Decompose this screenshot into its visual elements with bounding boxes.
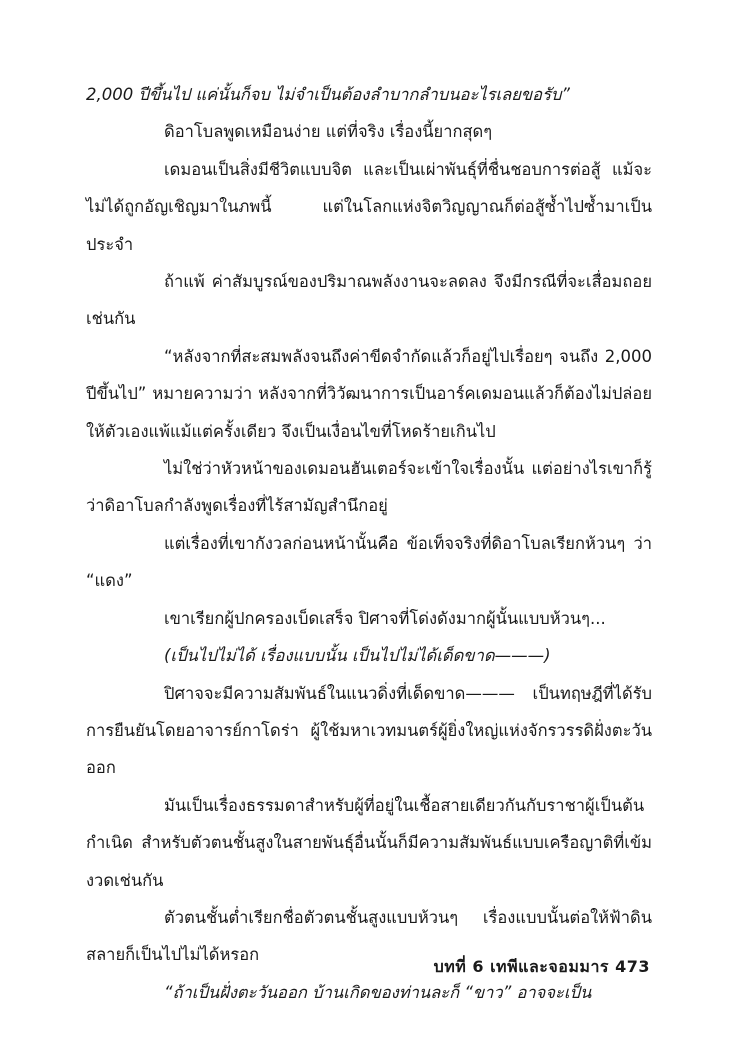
paragraph-dialogue: “ถ้าเป็นฝั่งตะวันออก บ้านเกิดของท่านละก็ “ขาว” อาจจะเป็น [164,982,592,1002]
page-number: 473 [615,957,650,976]
paragraph: ดิอาโบลพูดเหมือนง่าย แต่ที่จริง เรื่องนี้ยากสุดๆ [164,122,493,142]
paragraph: ถ้าแพ้ ค่าสัมบูรณ์ของปริมาณพลังงานจะลดลง จึงมีกรณีที่จะเสื่อมถอยเช่นกัน [86,272,652,329]
paragraph: 2,000 ปีขึ้นไป แค่นั้นก็จบ ไม่จำเป็นต้องลำบากลำบนอะไรเลยขอรับ” [86,85,570,104]
paragraph-thought: (เป็นไปไม่ได้ เรื่องแบบนั้น เป็นไปไม่ได้เด็ดขาด———) [164,646,551,666]
body-text [86,76,652,1011]
chapter-title: บทที่ 6 เทพีและจอมมาร [433,957,610,976]
paragraph: แต่เรื่องที่เขากังวลก่อนหน้านั้นคือ ข้อเท็จจริงที่ดิอาโบลเรียกห้วนๆ ว่า “แดง” [86,533,652,591]
paragraph: ตัวตนชั้นต่ำเรียกชื่อตัวตนชั้นสูงแบบห้วนๆ เรื่องแบบนั้นต่อให้ฟ้าดินสลายก็เป็นไปไม่ได้หรอก [86,907,652,965]
paragraph: มันเป็นเรื่องธรรมดาสำหรับผู้ที่อยู่ในเชื้อสายเดียวกันกับราชาผู้เป็นต้นกำเนิด สำหรับตัวตนชั้นสูงในสายพันธุ์อื่นนั้นก็มีความสัมพันธ์แบบเครือญาติที่เข้มงวดเช่นกัน [86,795,652,890]
paragraph: ไม่ใช่ว่าหัวหน้าของเดมอนฮันเตอร์จะเข้าใจเรื่องนั้น แต่อย่างไรเขาก็รู้ว่าดิอาโบลกำลังพูดเรื่องที่ไร้สามัญสำนึกอยู่ [86,459,652,516]
paragraph: เดมอนเป็นสิ่งมีชีวิตแบบจิต และเป็นเผ่าพันธุ์ที่ชื่นชอบการต่อสู้ แม้จะไม่ได้ถูกอัญเชิญมาในภพนี้ แต่ในโลกแห่งจิตวิญญาณก็ต่อสู้ซ้ำไปซ้ำมาเป็นประจำ [86,159,652,254]
paragraph: “หลังจากที่สะสมพลังจนถึงค่าขีดจำกัดแล้วก็อยู่ไปเรื่อยๆ จนถึง 2,000 ปีขึ้นไป” หมายความว่า หลังจากที่วิวัฒนาการเป็นอาร์คเดมอนแล้วก็ต้องไม่ปล่อยให้ตัวเองแพ้แม้แต่ครั้งเดียว จึงเป็นเงื่อนไขที่โหดร้ายเกินไป [86,346,652,441]
paragraph: ปิศาจจะมีความสัมพันธ์ในแนวดิ่งที่เด็ดขาด——— เป็นทฤษฎีที่ได้รับการยืนยันโดยอาจารย์กาโดร่า ผู้ใช้มหาเวทมนตร์ผู้ยิ่งใหญ่แห่งจักรวรรดิฝั่งตะวันออก [86,683,652,778]
paragraph: เขาเรียกผู้ปกครองเบ็ดเสร็จ ปิศาจที่โด่งดังมากผู้นั้นแบบห้วนๆ... [164,608,606,628]
page-footer [434,955,650,980]
